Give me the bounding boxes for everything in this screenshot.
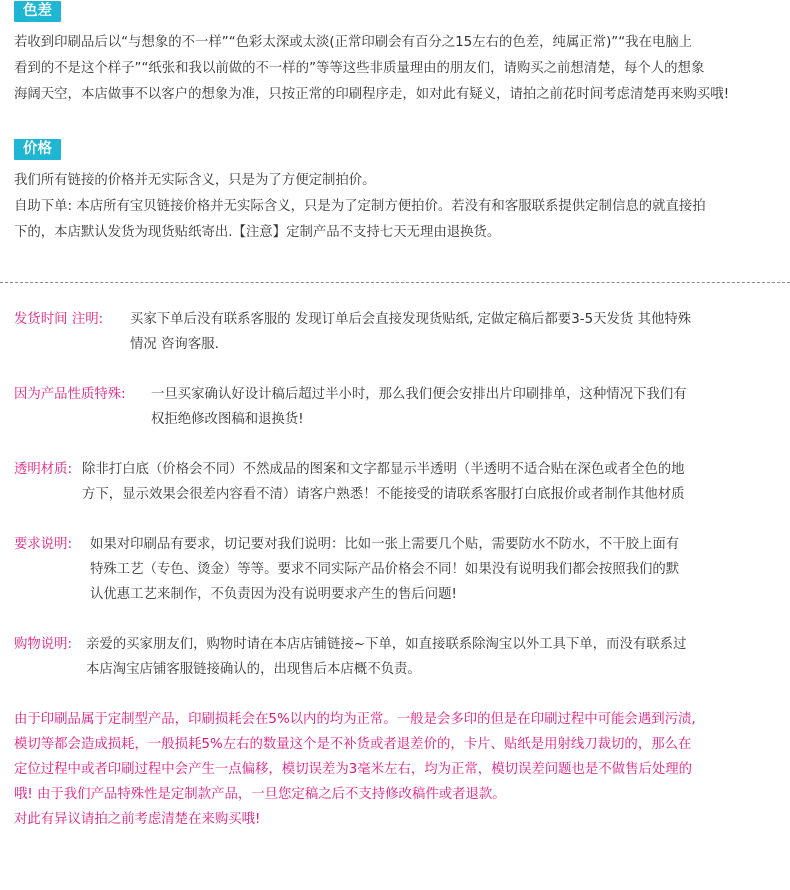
shipping-note — [14, 307, 784, 357]
transparent-note — [14, 457, 784, 507]
dashed-divider — [0, 282, 790, 283]
loss-notice-line: 模切等都会造成损耗，一般损耗5%左右的数量这个是不补货或者退差价的，卡片、贴纸是用射线刀裁切的，那么在 — [14, 737, 692, 752]
special-note — [14, 382, 784, 432]
transparent-label: 透明材质: — [14, 462, 73, 477]
loss-notice-line: 对此有异议请拍之前考虑清楚在来购买哦! — [14, 812, 261, 827]
shopping-line: 亲爱的买家朋友们，购物时请在本店店铺链接~下单，如直接联系除淘宝以外工具下单，而没有联系过 — [86, 637, 687, 652]
color-diff-line: 海阔天空，本店做事不以客户的想象为准，只按正常的印刷程序走，如对此有疑义，请拍之前花时间考虑清楚再来购买哦! — [14, 87, 730, 102]
requirements-line: 认优惠工艺来制作，不负责因为没有说明要求产生的售后问题! — [90, 587, 457, 602]
loss-notice-line: 定位过程中或者印刷过程中会产生一点偏移，模切误差为3毫米左右，均为正常，模切误差问题也是不做售后处理的 — [14, 762, 693, 777]
color-diff-line: 若收到印刷品后以“与想象的不一样”“色彩太深或太淡(正常印刷会有百分之15左右的色差，纯属正常)”“我在电脑上 — [14, 35, 693, 50]
color-diff-line: 看到的不是这个样子”“纸张和我以前做的不一样的”等等这些非质量理由的朋友们，请购买之前想清楚，每个人的想象 — [14, 61, 705, 76]
shopping-line: 本店淘宝店铺客服链接确认的，出现售后本店概不负责。 — [86, 662, 421, 677]
requirements-label: 要求说明: — [14, 537, 73, 552]
transparent-line: 除非打白底（价格会不同）不然成品的图案和文字都显示半透明（半透明不适合贴在深色或者全色的地 — [82, 462, 685, 477]
requirements-line: 特殊工艺（专色、烫金）等等。要求不同实际产品价格会不同！如果没有说明我们都会按照我们的默 — [90, 562, 680, 577]
loss-notice — [14, 707, 784, 832]
special-line: 权拒绝修改图稿和退换货! — [151, 412, 304, 427]
color-diff-paragraph — [14, 30, 782, 108]
shipping-line: 情况 咨询客服. — [130, 337, 219, 352]
loss-notice-line: 由于印刷品属于定制型产品，印刷损耗会在5%以内的均为正常。一般是会多印的但是在印刷过程中可能会遇到污渍, — [14, 712, 696, 727]
color-diff-heading: 色差 — [14, 1, 61, 22]
requirements-note — [14, 532, 784, 607]
special-label: 因为产品性质特殊: — [14, 387, 126, 402]
shipping-label: 发货时间 注明: — [14, 312, 104, 327]
price-heading: 价格 — [14, 139, 61, 160]
requirements-line: 如果对印刷品有要求，切记要对我们说明：比如一张上需要几个贴，需要防水不防水，不干胶上面有 — [90, 537, 680, 552]
price-line: 自助下单: 本店所有宝贝链接价格并无实际含义，只是为了定制方便拍价。若没有和客服联系提供定制信息的就直接拍 — [14, 199, 706, 214]
shipping-line: 买家下单后没有联系客服的 发现订单后会直接发现货贴纸, 定做定稿后都要3-5天发货 其他特殊 — [130, 312, 692, 327]
shopping-label: 购物说明: — [14, 637, 73, 652]
transparent-line: 方下，显示效果会很差内容看不清）请客户熟悉！不能接受的请联系客服打白底报价或者制作其他材质 — [82, 487, 685, 502]
price-line: 我们所有链接的价格并无实际含义，只是为了方便定制拍价。 — [14, 173, 376, 188]
special-line: 一旦买家确认好设计稿后超过半小时，那么我们便会安排出片印刷排单，这种情况下我们有 — [151, 387, 687, 402]
price-paragraph — [14, 168, 782, 246]
shopping-note — [14, 632, 784, 682]
price-line: 下的，本店默认发货为现货贴纸寄出.【注意】定制产品不支持七天无理由退换货。 — [14, 225, 501, 240]
loss-notice-line: 哦! 由于我们产品特殊性是定制款产品，一旦您定稿之后不支持修改稿件或者退款。 — [14, 787, 506, 802]
